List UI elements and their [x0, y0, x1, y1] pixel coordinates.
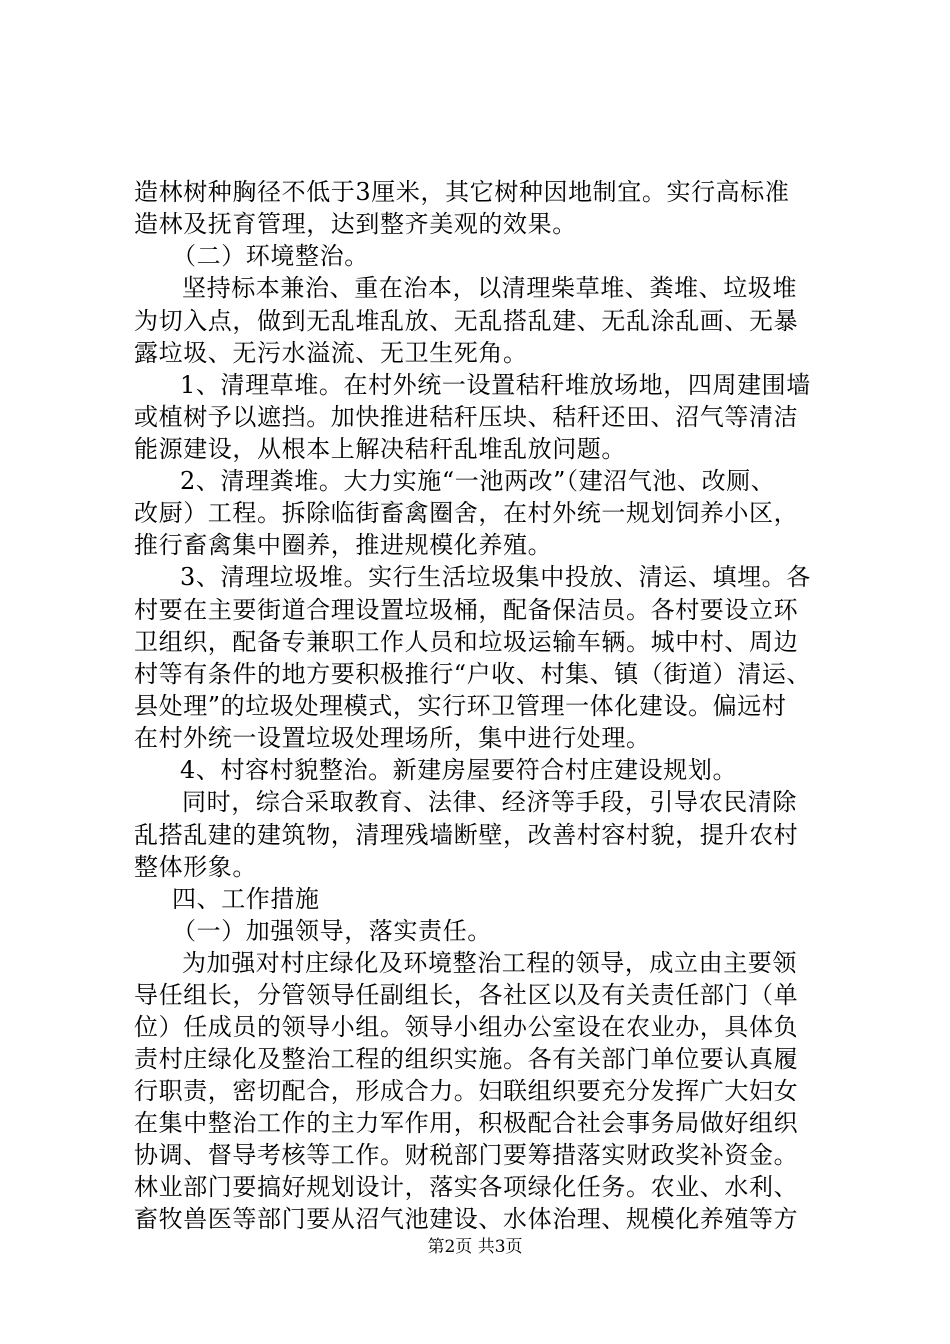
text-line: 县处理”的垃圾处理模式，实行环卫管理一体化建设。偏远村 — [134, 692, 787, 720]
text-line: 或植树予以遮挡。加快推进秸秆压块、秸秆还田、沼气等清洁 — [134, 403, 799, 431]
text-line: 导任组长，分管领导任副组长，各社区以及有关责任部门（单 — [134, 981, 799, 1009]
text-line: 能源建设，从根本上解决秸秆乱堆乱放问题。 — [134, 435, 626, 463]
text-line: 推行畜禽集中圈养，推进规模化养殖。 — [134, 531, 553, 559]
text-line: 1、清理草堆。在村外统一设置秸秆堆放场地，四周建围墙 — [180, 371, 811, 399]
text-line: 2、清理粪堆。大力实施“一池两改”（建沼气池、改厕、 — [180, 467, 776, 495]
text-line: 为加强对村庄绿化及环境整治工程的领导，成立由主要领 — [182, 949, 797, 977]
section-heading: （二）环境整治。 — [172, 242, 369, 270]
text-line: 在村外统一设置垃圾处理场所，集中进行处理。 — [134, 724, 651, 752]
text-line: 林业部门要搞好规划设计，落实各项绿化任务。农业、水利、 — [134, 1173, 799, 1201]
section-heading: 四、工作措施 — [172, 885, 320, 913]
text-line: 为切入点，做到无乱堆乱放、无乱搭乱建、无乱涂乱画、无暴 — [134, 307, 799, 335]
section-heading: （一）加强领导，落实责任。 — [172, 917, 492, 945]
text-line: 协调、督导考核等工作。财税部门要筹措落实财政奖补资金。 — [134, 1141, 799, 1169]
text-line: 责村庄绿化及整治工程的组织实施。各有关部门单位要认真履 — [134, 1045, 799, 1073]
text-line: 同时，综合采取教育、法律、经济等手段，引导农民清除 — [182, 788, 797, 816]
text-line: 村要在主要街道合理设置垃圾桶，配备保洁员。各村要设立环 — [134, 596, 799, 624]
text-line: 行职责，密切配合，形成合力。妇联组织要充分发挥广大妇女 — [134, 1077, 799, 1105]
text-line: 造林及抚育管理，达到整齐美观的效果。 — [134, 210, 577, 238]
text-line: 乱搭乱建的建筑物，清理残墙断壁，改善村容村貌，提升农村 — [134, 821, 799, 849]
page-number-footer: 第2页 共3页 — [427, 1237, 523, 1257]
text-line: 造林树种胸径不低于3厘米，其它树种因地制宜。实行高标准 — [134, 178, 790, 206]
text-line: 畜牧兽医等部门要从沼气池建设、水体治理、规模化养殖等方 — [134, 1205, 799, 1233]
text-line: 改厨）工程。拆除临街畜禽圈舍，在村外统一规划饲养小区， — [134, 499, 799, 527]
text-line: 露垃圾、无污水溢流、无卫生死角。 — [134, 339, 528, 367]
text-line: 位）任成员的领导小组。领导小组办公室设在农业办，具体负 — [134, 1013, 799, 1041]
text-line: 坚持标本兼治、重在治本，以清理柴草堆、粪堆、垃圾堆 — [182, 274, 797, 302]
text-line: 卫组织，配备专兼职工作人员和垃圾运输车辆。城中村、周边 — [134, 628, 799, 656]
text-line: 整体形象。 — [134, 853, 257, 881]
text-line: 在集中整治工作的主力军作用，积极配合社会事务局做好组织 — [134, 1109, 799, 1137]
text-line: 3、清理垃圾堆。实行生活垃圾集中投放、清运、填埋。各 — [180, 563, 811, 591]
text-line: 4、村容村貌整治。新建房屋要符合村庄建设规划。 — [180, 756, 738, 784]
text-line: 村等有条件的地方要积极推行“户收、村集、镇（街道）清运、 — [134, 660, 812, 688]
